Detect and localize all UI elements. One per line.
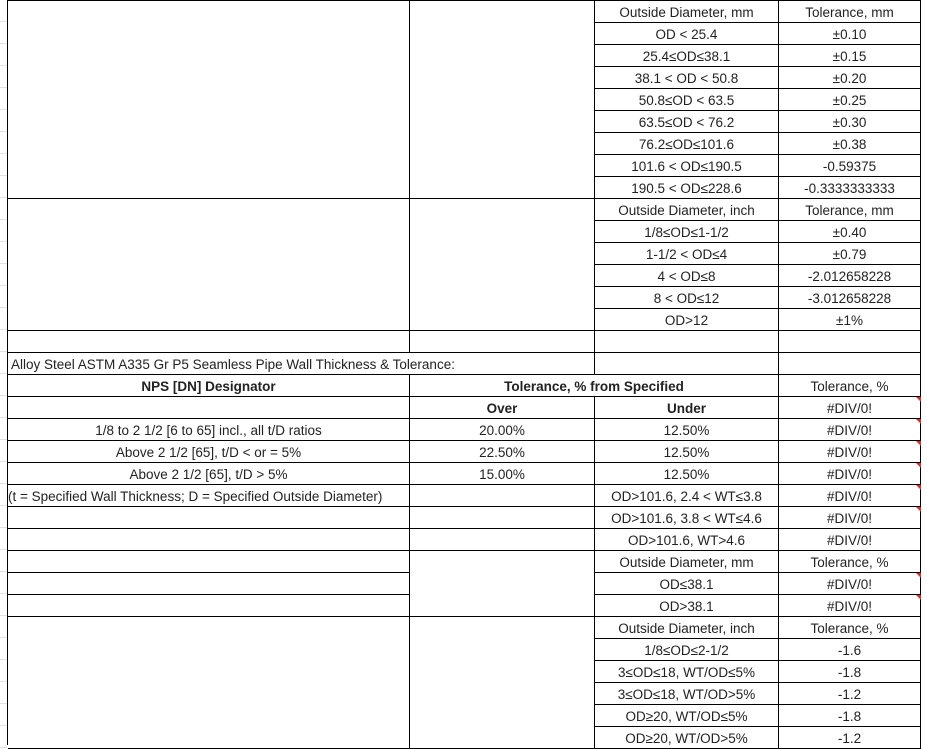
cell-r16-c0[interactable]: Alloy Steel ASTM A335 Gr P5 Seamless Pipe Wall Thickness & Tolerance: [8,353,595,375]
gridline [0,682,7,704]
cell-r17-c0[interactable]: NPS [DN] Designator [8,375,410,397]
cell-r17-c1[interactable]: Tolerance, % from Specified [410,375,779,397]
cell-r6-c3[interactable]: ±0.38 [779,133,921,155]
cell-r19-c1[interactable]: 20.00% [410,419,595,441]
cell-r2-c3[interactable]: ±0.15 [779,45,921,67]
cell-r0-c1[interactable] [410,1,595,199]
cell-r23-c2[interactable]: OD>101.6, 3.8 < WT≤4.6 [595,507,779,529]
cell-r18-c0[interactable] [8,397,410,419]
cell-r24-c0[interactable] [8,529,410,551]
cell-r21-c3[interactable]: #DIV/0! [779,463,921,485]
cell-r16-c2[interactable] [595,353,779,375]
cell-r7-c2[interactable]: 101.6 < OD≤190.5 [595,155,779,177]
cell-r13-c2[interactable]: 8 < OD≤12 [595,287,779,309]
cell-r32-c3[interactable]: -1.8 [779,705,921,727]
gridline [0,198,7,220]
gridline [0,726,7,748]
cell-r22-c3[interactable]: #DIV/0! [779,485,921,507]
cell-r27-c0[interactable] [8,595,410,617]
gridline [0,22,7,44]
cell-r19-c0[interactable]: 1/8 to 2 1/2 [6 to 65] incl., all t/D ratios [8,419,410,441]
gridline [0,132,7,154]
gridline [0,66,7,88]
cell-r22-c2[interactable]: OD>101.6, 2.4 < WT≤3.8 [595,485,779,507]
cell-r0-c3[interactable]: Tolerance, mm [779,1,921,23]
cell-r28-c3[interactable]: Tolerance, % [779,617,921,639]
cell-r12-c3[interactable]: -2.012658228 [779,265,921,287]
cell-r22-c1[interactable] [410,485,595,507]
gridline [0,176,7,198]
cell-r26-c3[interactable]: #DIV/0! [779,573,921,595]
cell-r10-c3[interactable]: ±0.40 [779,221,921,243]
cell-r5-c3[interactable]: ±0.30 [779,111,921,133]
cell-r33-c2[interactable]: OD≥20, WT/OD>5% [595,727,779,749]
cell-r3-c2[interactable]: 38.1 < OD < 50.8 [595,67,779,89]
cell-r31-c2[interactable]: 3≤OD≤18, WT/OD>5% [595,683,779,705]
gridline [0,638,7,660]
cell-r0-c2[interactable]: Outside Diameter, mm [595,1,779,23]
gridline [0,286,7,308]
cell-r18-c1[interactable]: Over [410,397,595,419]
cell-r18-c3[interactable]: #DIV/0! [779,397,921,419]
cell-r8-c3[interactable]: -0.3333333333 [779,177,921,199]
cell-r28-c1[interactable] [410,617,595,749]
cell-r5-c2[interactable]: 63.5≤OD < 76.2 [595,111,779,133]
cell-r9-c0[interactable] [8,199,410,331]
gridline [0,0,7,22]
gridline [0,528,7,550]
cell-r27-c2[interactable]: OD>38.1 [595,595,779,617]
error-comment-flag-icon [916,485,921,490]
cell-r6-c2[interactable]: 76.2≤OD≤101.6 [595,133,779,155]
cell-r13-c3[interactable]: -3.012658228 [779,287,921,309]
cell-r20-c0[interactable]: Above 2 1/2 [65], t/D < or = 5% [8,441,410,463]
cell-r1-c2[interactable]: OD < 25.4 [595,23,779,45]
cell-r15-c0[interactable] [8,331,410,353]
cell-r3-c3[interactable]: ±0.20 [779,67,921,89]
error-comment-flag-icon [916,463,921,468]
cell-r17-c3[interactable]: Tolerance, % [779,375,921,397]
cell-r12-c2[interactable]: 4 < OD≤8 [595,265,779,287]
cell-r9-c2[interactable]: Outside Diameter, inch [595,199,779,221]
cell-r25-c0[interactable] [8,551,410,573]
gridline [0,154,7,176]
gridline [0,44,7,66]
cell-r28-c0[interactable] [8,617,410,749]
gridline [0,374,7,396]
gridline [0,616,7,638]
cell-r18-c2[interactable]: Under [595,397,779,419]
gridline [0,418,7,440]
cell-r15-c3[interactable] [779,331,921,353]
cell-r20-c3[interactable]: #DIV/0! [779,441,921,463]
cell-r11-c2[interactable]: 1-1/2 < OD≤4 [595,243,779,265]
gridline [0,396,7,418]
cell-r33-c3[interactable]: -1.2 [779,727,921,749]
cell-r21-c2[interactable]: 12.50% [595,463,779,485]
error-comment-flag-icon [916,595,921,600]
cell-r31-c3[interactable]: -1.2 [779,683,921,705]
cell-r24-c1[interactable] [410,529,595,551]
gridline [0,484,7,506]
cell-r27-c3[interactable]: #DIV/0! [779,595,921,617]
cell-r24-c3[interactable]: #DIV/0! [779,529,921,551]
cell-r15-c1[interactable] [410,331,595,353]
cell-r4-c3[interactable]: ±0.25 [779,89,921,111]
gridline [0,440,7,462]
cell-r32-c2[interactable]: OD≥20, WT/OD≤5% [595,705,779,727]
cell-r24-c2[interactable]: OD>101.6, WT>4.6 [595,529,779,551]
gridline [0,242,7,264]
gridline [0,506,7,528]
gridline [0,594,7,616]
cell-r11-c3[interactable]: ±0.79 [779,243,921,265]
gridline [0,88,7,110]
cell-r25-c2[interactable]: Outside Diameter, mm [595,551,779,573]
error-comment-flag-icon [916,397,921,402]
cell-r30-c2[interactable]: 3≤OD≤18, WT/OD≤5% [595,661,779,683]
cell-r26-c0[interactable] [8,573,410,595]
cell-r2-c2[interactable]: 25.4≤OD≤38.1 [595,45,779,67]
cell-r9-c3[interactable]: Tolerance, mm [779,199,921,221]
cell-r25-c1[interactable] [410,551,595,617]
cell-r29-c2[interactable]: 1/8≤OD≤2-1/2 [595,639,779,661]
gridline [0,308,7,330]
cell-r30-c3[interactable]: -1.8 [779,661,921,683]
cell-r29-c3[interactable]: -1.6 [779,639,921,661]
cell-r28-c2[interactable]: Outside Diameter, inch [595,617,779,639]
error-comment-flag-icon [916,441,921,446]
row-gridlines [0,0,7,748]
gridline [0,550,7,572]
gridline [0,462,7,484]
gridline [0,264,7,286]
cell-r21-c1[interactable]: 15.00% [410,463,595,485]
cell-r14-c3[interactable]: ±1% [779,309,921,331]
gridline [0,220,7,242]
cell-r16-c3[interactable] [779,353,921,375]
cell-r26-c2[interactable]: OD≤38.1 [595,573,779,595]
gridline [0,572,7,594]
cell-r23-c0[interactable] [8,507,410,529]
error-comment-flag-icon [916,573,921,578]
cell-r21-c0[interactable]: Above 2 1/2 [65], t/D > 5% [8,463,410,485]
cell-r22-c0[interactable]: (t = Specified Wall Thickness; D = Specified Outside Diameter) [8,485,410,507]
error-comment-flag-icon [916,507,921,512]
cell-r19-c3[interactable]: #DIV/0! [779,419,921,441]
cell-r23-c1[interactable] [410,507,595,529]
cell-r20-c1[interactable]: 22.50% [410,441,595,463]
cell-r15-c2[interactable] [595,331,779,353]
cell-r25-c3[interactable]: Tolerance, % [779,551,921,573]
gridline [0,352,7,374]
cell-r0-c0[interactable] [8,1,410,199]
gridline [0,110,7,132]
cell-r10-c2[interactable]: 1/8≤OD≤1-1/2 [595,221,779,243]
cell-r14-c2[interactable]: OD>12 [595,309,779,331]
cell-r23-c3[interactable]: #DIV/0! [779,507,921,529]
cell-r8-c2[interactable]: 190.5 < OD≤228.6 [595,177,779,199]
gridline [0,330,7,352]
cell-r4-c2[interactable]: 50.8≤OD < 63.5 [595,89,779,111]
cell-r1-c3[interactable]: ±0.10 [779,23,921,45]
cell-r19-c2[interactable]: 12.50% [595,419,779,441]
error-comment-flag-icon [916,419,921,424]
cell-r9-c1[interactable] [410,199,595,331]
cell-r20-c2[interactable]: 12.50% [595,441,779,463]
gridline [0,660,7,682]
cell-r7-c3[interactable]: -0.59375 [779,155,921,177]
gridline [0,704,7,726]
